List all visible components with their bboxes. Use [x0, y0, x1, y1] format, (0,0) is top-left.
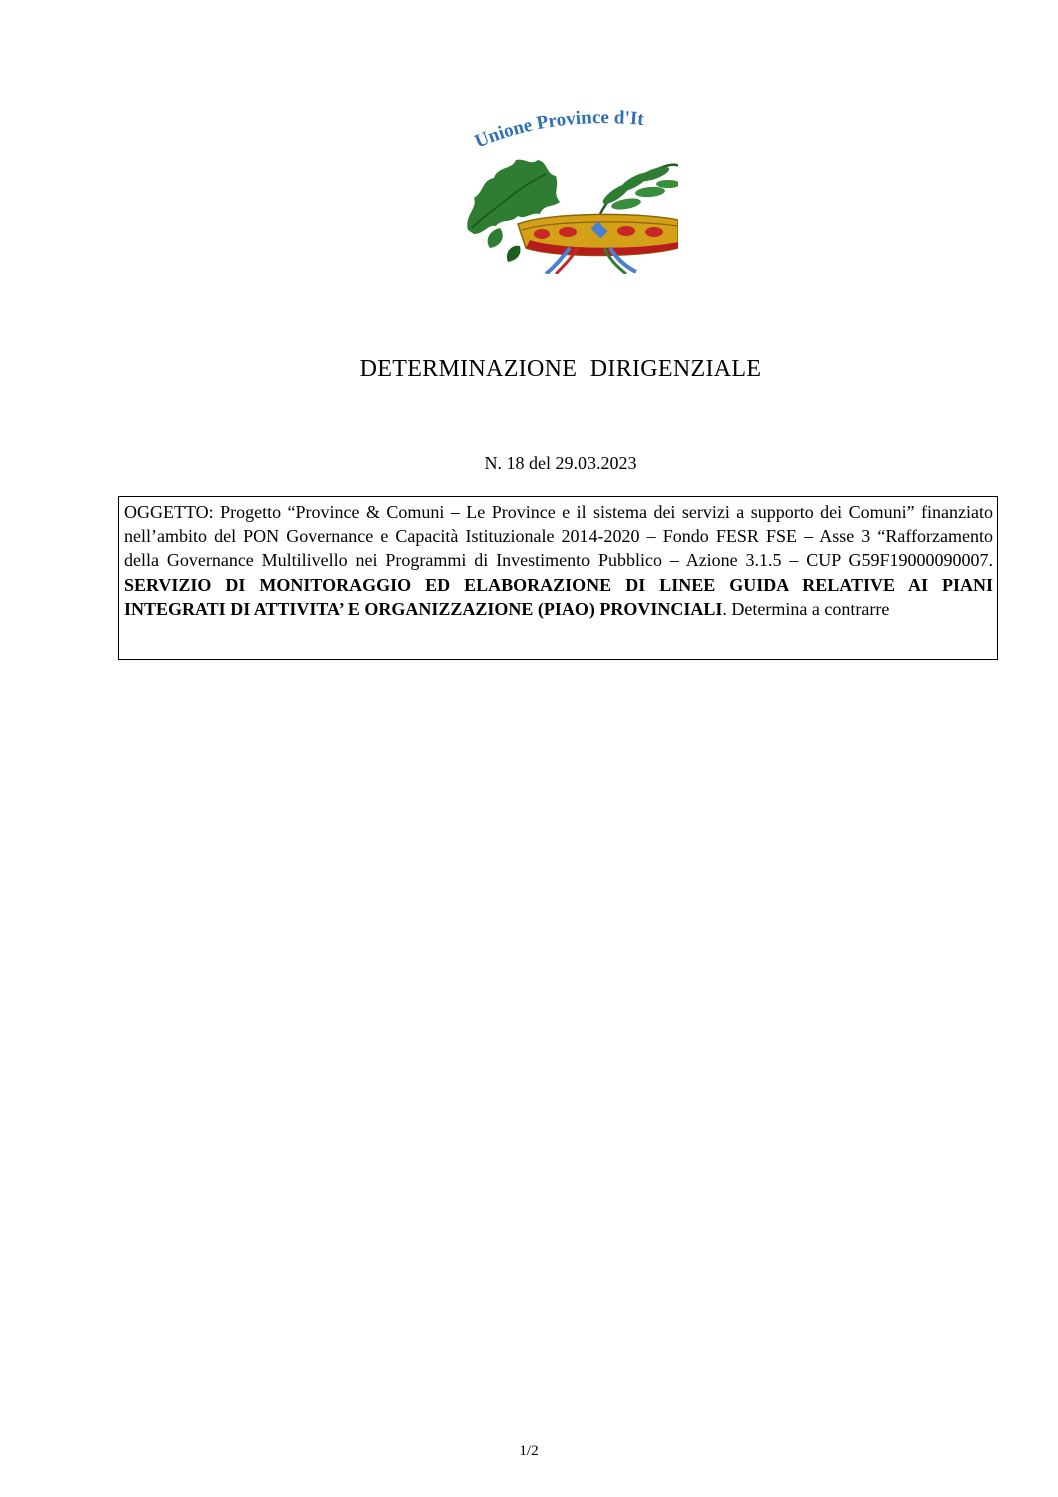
logo-text-path: Unione Province d'It [471, 108, 645, 153]
document-number: N. 18 del 29.03.2023 [484, 453, 637, 473]
unione-province-emblem [460, 108, 678, 274]
logo-text [472, 108, 645, 153]
oggetto-service-title: SERVIZIO DI MONITORAGGIO ED ELABORAZIONE DI LINEE GUIDA RELATIVE AI PIANI INTEGRATI DI ATTIVITA’ E ORGANIZZAZIONE (PIAO) PROVINCIALI [124, 574, 993, 619]
page-number: 1/2 [519, 1443, 539, 1459]
oggetto-outro: . Determina a contrarre [722, 598, 890, 619]
oggetto-box [118, 496, 998, 660]
oggetto-intro: OGGETTO: Progetto “Province & Comuni – Le Province e il sistema dei servizi a supporto dei Comuni” finanziato nell’ambito del PON Governance e Capacità Istituzionale 2014-2020 – Fondo FESR FSE – Asse 3 “Rafforzamento della Governance Multilivello nei Programmi di Investimento Pubblico – Azione 3.1.5 – CUP G59F19000090007. [124, 502, 993, 571]
document-title: DETERMINAZIONE DIRIGENZIALE [359, 356, 762, 382]
laurel-branch [600, 164, 678, 214]
crown [518, 214, 678, 255]
logo [460, 108, 678, 274]
